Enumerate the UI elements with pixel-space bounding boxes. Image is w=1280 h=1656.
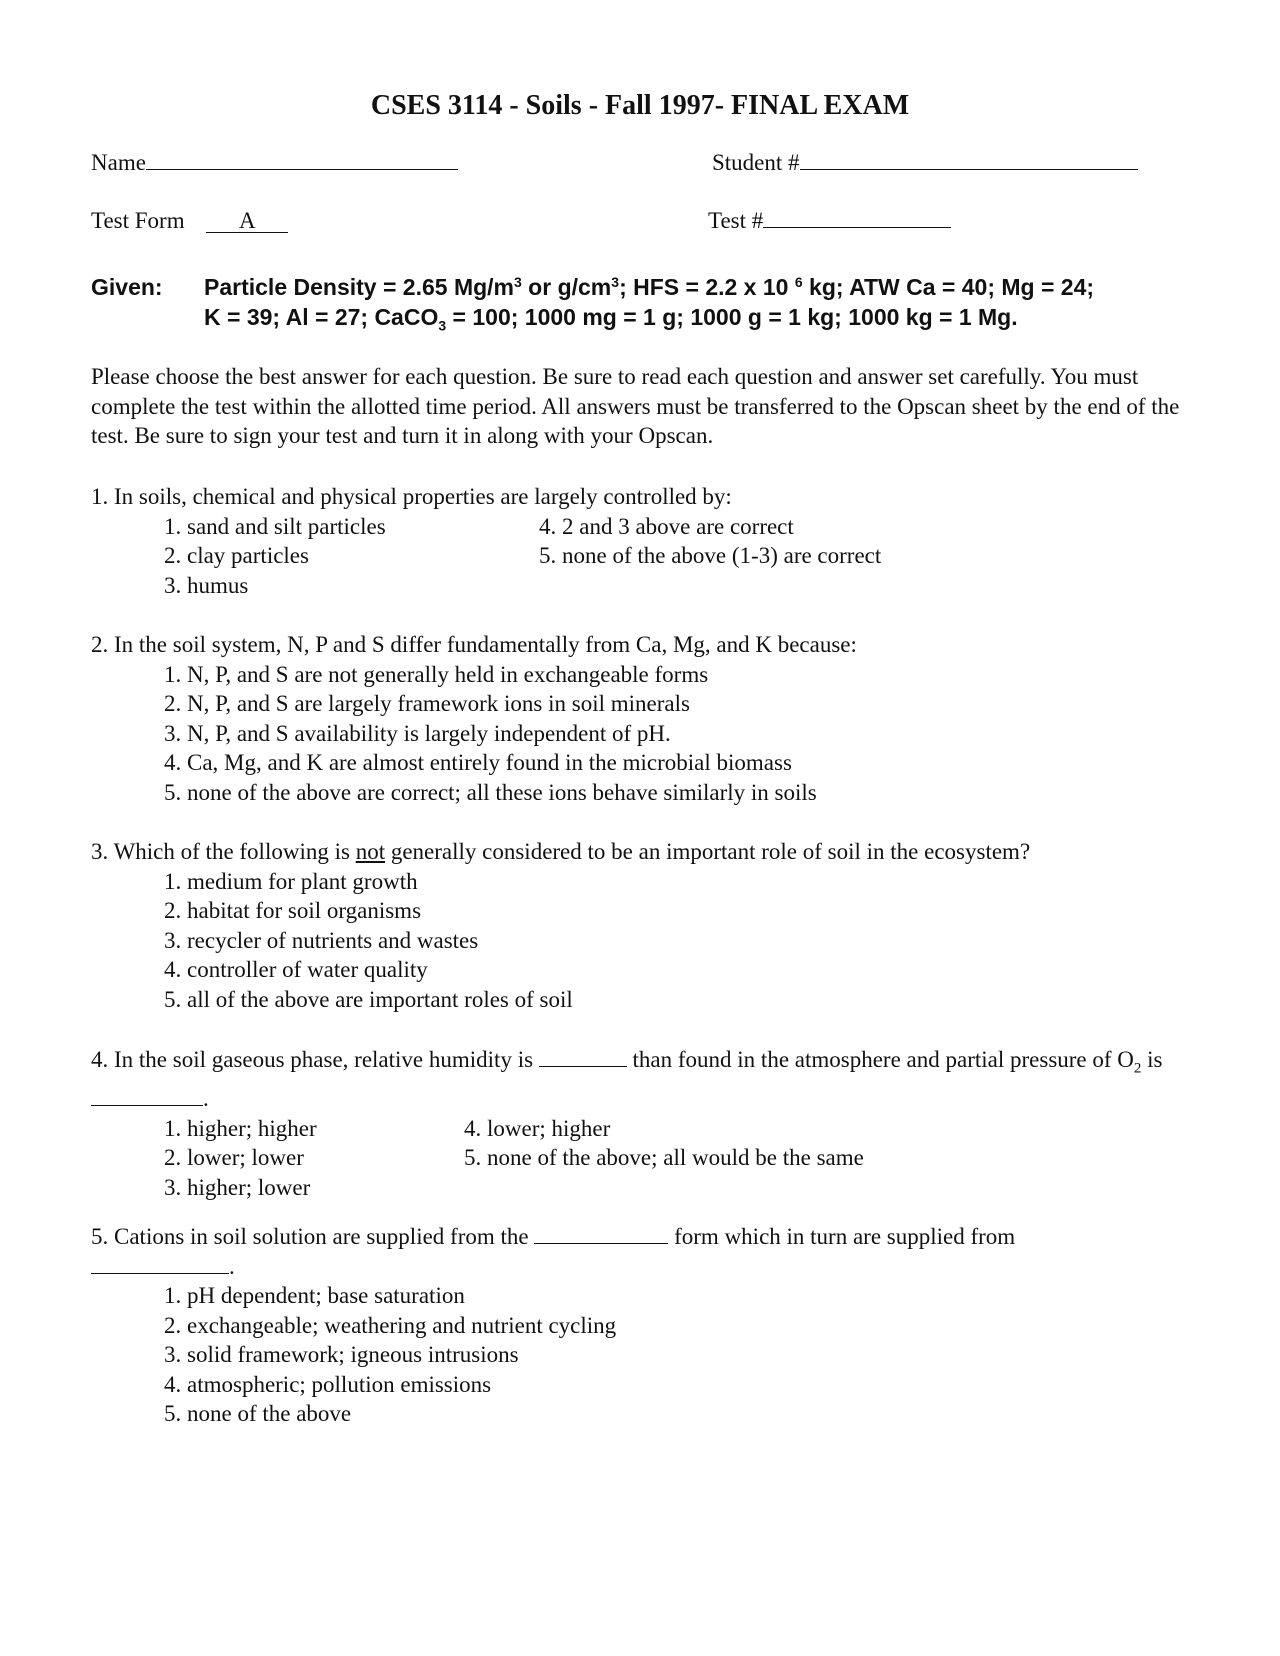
answer-option[interactable]: 3. higher; lower: [164, 1174, 311, 1200]
question-5: [91, 1222, 1091, 1429]
answer-option[interactable]: 3. solid framework; igneous intrusions: [164, 1342, 519, 1367]
answer-option[interactable]: 4. controller of water quality: [164, 957, 428, 982]
answer-option[interactable]: 2. lower; lower: [164, 1145, 304, 1171]
question-2-options: [164, 660, 1196, 808]
question-2-stem: 2. In the soil system, N, P and S differ fundamentally from Ca, Mg, and K because:: [91, 632, 857, 657]
fill-in-blank[interactable]: [534, 1225, 668, 1244]
name-field: [91, 150, 458, 176]
instructions-paragraph: Please choose the best answer for each question. Be sure to read each question and answer set carefully. You must complete the test within the allotted time period. All answers must be transferred to the Opscan sheet by the end of the test. Be sure to sign your test and turn it in along with your Opscan.: [91, 364, 1180, 448]
student-number-label: Student #: [712, 150, 800, 175]
answer-option[interactable]: 5. none of the above; all would be the same: [464, 1145, 864, 1171]
answer-option[interactable]: 1. medium for plant growth: [164, 868, 418, 894]
question-5-options: [164, 1281, 1091, 1429]
test-number-blank[interactable]: [763, 209, 951, 228]
question-2: [91, 630, 1196, 807]
answer-option[interactable]: 1. higher; higher: [164, 1115, 317, 1141]
answer-option[interactable]: 2. habitat for soil organisms: [164, 898, 422, 923]
answer-option[interactable]: 1. pH dependent; base saturation: [164, 1283, 465, 1308]
fill-in-blank[interactable]: [539, 1048, 627, 1067]
student-number-blank[interactable]: [800, 151, 1138, 170]
question-4-options: [164, 1114, 1206, 1203]
answer-option[interactable]: 3. humus: [164, 572, 249, 598]
question-4-stem: 4. In the soil gaseous phase, relative humidity is than found in the atmosphere and partial pressure of $O_2$ is .: [91, 1047, 1163, 1112]
answer-option[interactable]: 1. N, P, and S are not generally held in exchangeable forms: [164, 661, 709, 687]
fill-in-blank[interactable]: [91, 1087, 203, 1106]
name-blank[interactable]: [146, 151, 458, 170]
test-form-field: [91, 208, 288, 234]
answer-option[interactable]: 5. none of the above are correct; all these ions behave similarly in soils: [164, 779, 817, 805]
given-label: Given:: [91, 274, 163, 300]
test-number-field: [708, 208, 951, 234]
given-constants: [91, 272, 1211, 341]
student-number-field: [712, 150, 1138, 176]
given-line-1: Particle Density = 2.65 $Mg/m^3$ or $g/cm^3$; HFS = 2.2 x 10 $^6$ kg; ATW Ca = 40; Mg = 24;: [204, 274, 1095, 300]
given-line-2: K = 39; Al = 27; CaCO$_3$ = 100; 1000 mg = 1 g; 1000 g = 1 kg; 1000 kg = 1 Mg.: [204, 304, 1018, 334]
test-form-label: Test Form: [91, 208, 185, 233]
answer-option[interactable]: 3. N, P, and S availability is largely independent of pH.: [164, 720, 671, 746]
question-1-stem: 1. In soils, chemical and physical properties are largely controlled by:: [91, 484, 732, 509]
question-1-options: [164, 512, 1196, 601]
answer-option[interactable]: 1. sand and silt particles: [164, 513, 386, 539]
emphasis-not: not: [355, 839, 386, 864]
fill-in-blank[interactable]: [91, 1255, 229, 1274]
question-4: [91, 1045, 1206, 1202]
question-1: [91, 482, 1196, 600]
question-3-options: [164, 867, 1196, 1015]
answer-option[interactable]: 4. atmospheric; pollution emissions: [164, 1371, 492, 1397]
answer-option[interactable]: 2. exchangeable; weathering and nutrient cycling: [164, 1312, 617, 1338]
question-5-stem: 5. Cations in soil solution are supplied from the form which in turn are supplied from .: [91, 1224, 1016, 1279]
answer-option[interactable]: 2. clay particles: [164, 543, 309, 568]
answer-option[interactable]: 4. Ca, Mg, and K are almost entirely found in the microbial biomass: [164, 750, 792, 775]
answer-option[interactable]: 3. recycler of nutrients and wastes: [164, 927, 479, 953]
exam-title: CSES 3114 - Soils - Fall 1997- FINAL EXAM: [370, 90, 910, 121]
test-number-label: Test #: [708, 208, 764, 233]
name-label: Name: [91, 150, 146, 175]
answer-option[interactable]: 2. N, P, and S are largely framework ions in soil minerals: [164, 691, 690, 716]
answer-option[interactable]: 5. none of the above (1-3) are correct: [539, 543, 882, 568]
answer-option[interactable]: 4. 2 and 3 above are correct: [539, 513, 794, 539]
answer-option[interactable]: 4. lower; higher: [464, 1115, 611, 1141]
test-form-value: A: [206, 210, 288, 233]
answer-option[interactable]: 5. all of the above are important roles of soil: [164, 986, 573, 1012]
answer-option[interactable]: 5. none of the above: [164, 1401, 352, 1426]
question-3: [91, 837, 1196, 1014]
question-3-stem: 3. Which of the following is not generally considered to be an important role of soil in the ecosystem?: [91, 839, 1031, 864]
